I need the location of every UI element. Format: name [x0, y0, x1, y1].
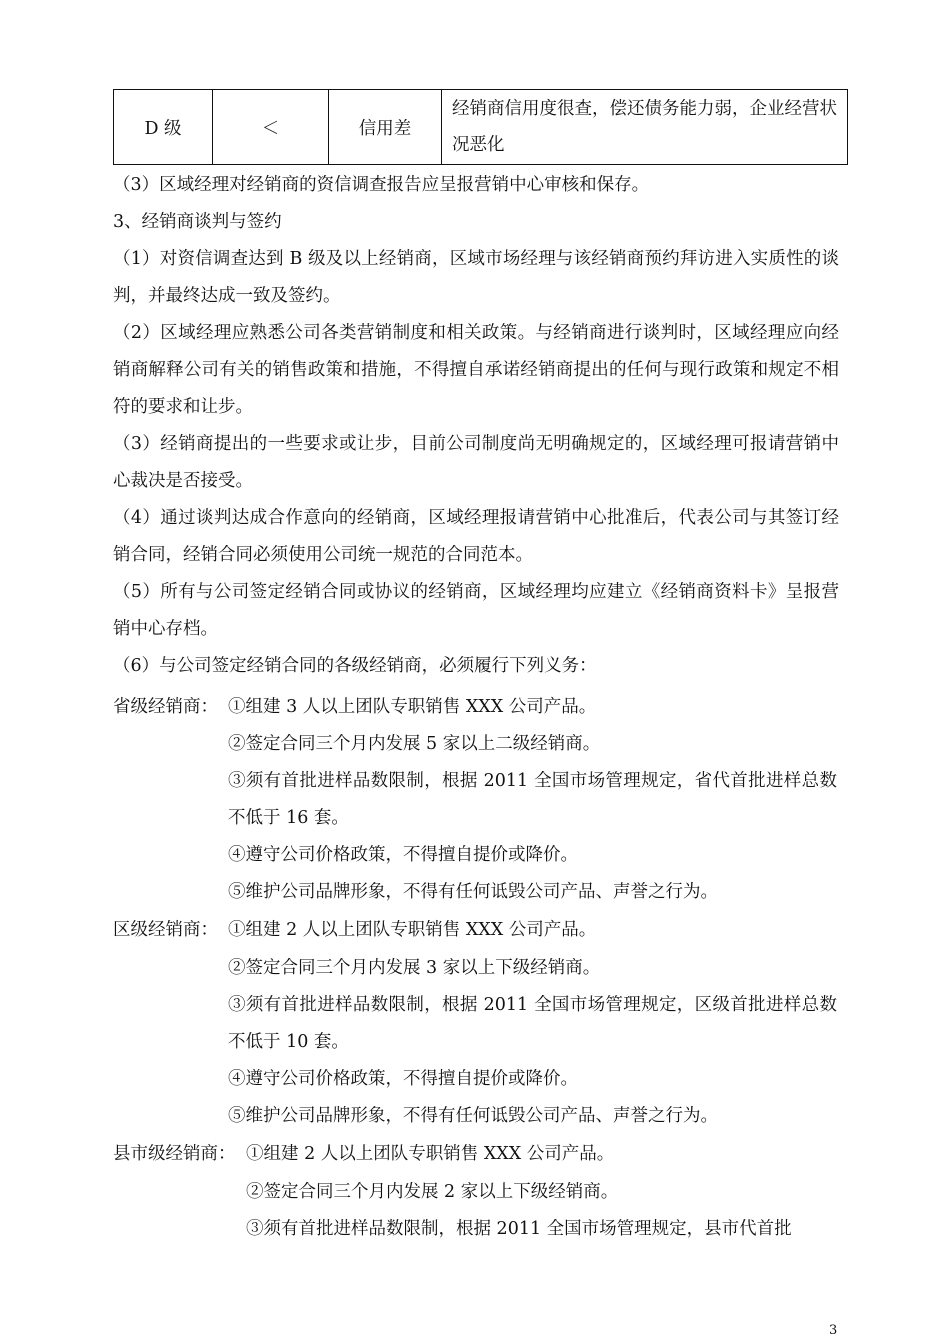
list-item: ②签定合同三个月内发展 2 家以上下级经销商。	[246, 1182, 619, 1202]
list-item: ③须有首批进样品数限制，根据 2011 全国市场管理规定，区级首批进样总数不低于 10 套。	[228, 995, 837, 1052]
paragraph-5: （5）所有与公司签定经销合同或协议的经销商，区域经理均应建立《经销商资料卡》呈报营销中心存档。	[113, 582, 839, 639]
list-item: ①组建 2 人以上团队专职销售 XXX 公司产品。	[246, 1144, 615, 1164]
credit-cell: 信用差	[329, 90, 442, 165]
description-cell: 经销商信用度很查，偿还债务能力弱，企业经营状况恶化	[442, 90, 848, 165]
table-row	[114, 90, 848, 165]
grade-cell: D 级	[114, 90, 213, 165]
county-label: 县市级经销商：	[113, 1144, 236, 1164]
credit-grade-table	[113, 89, 848, 165]
list-item: ②签定合同三个月内发展 3 家以上下级经销商。	[228, 958, 601, 978]
page-number: 3	[829, 1323, 838, 1338]
paragraph-3: （3）经销商提出的一些要求或让步，目前公司制度尚无明确规定的，区域经理可报请营销中心裁决是否接受。	[113, 434, 839, 491]
symbol-cell: ＜	[213, 90, 329, 165]
list-item: ③须有首批进样品数限制，根据 2011 全国市场管理规定，省代首批进样总数不低于 16 套。	[228, 771, 837, 828]
paragraph-1: （1）对资信调查达到 B 级及以上经销商，区域市场经理与该经销商预约拜访进入实质性的谈判，并最终达成一致及签约。	[113, 249, 839, 306]
provincial-label: 省级经销商：	[113, 697, 218, 717]
section-heading: 3、经销商谈判与签约	[113, 212, 282, 232]
list-item: ④遵守公司价格政策，不得擅自提价或降价。	[228, 1069, 578, 1089]
paragraph-6: （6）与公司签定经销合同的各级经销商，必须履行下列义务：	[113, 656, 597, 676]
district-label: 区级经销商：	[113, 920, 218, 940]
list-item: ⑤维护公司品牌形象，不得有任何诋毁公司产品、声誉之行为。	[228, 882, 718, 902]
paragraph-2: （2）区域经理应熟悉公司各类营销制度和相关政策。与经销商进行谈判时，区域经理应向经销商解释公司有关的销售政策和措施，不得擅自承诺经销商提出的任何与现行政策和规定不相符的要求和让步。	[113, 323, 839, 417]
list-item: ①组建 2 人以上团队专职销售 XXX 公司产品。	[228, 920, 597, 940]
list-item: ①组建 3 人以上团队专职销售 XXX 公司产品。	[228, 697, 597, 717]
list-item: ④遵守公司价格政策，不得擅自提价或降价。	[228, 845, 578, 865]
list-item: ②签定合同三个月内发展 5 家以上二级经销商。	[228, 734, 601, 754]
review-paragraph: （3）区域经理对经销商的资信调查报告应呈报营销中心审核和保存。	[113, 175, 650, 195]
paragraph-4: （4）通过谈判达成合作意向的经销商，区域经理报请营销中心批准后，代表公司与其签订经销合同，经销合同必须使用公司统一规范的合同范本。	[113, 508, 839, 565]
list-item: ⑤维护公司品牌形象，不得有任何诋毁公司产品、声誉之行为。	[228, 1106, 718, 1126]
list-item: ③须有首批进样品数限制，根据 2011 全国市场管理规定，县市代首批	[246, 1219, 792, 1239]
